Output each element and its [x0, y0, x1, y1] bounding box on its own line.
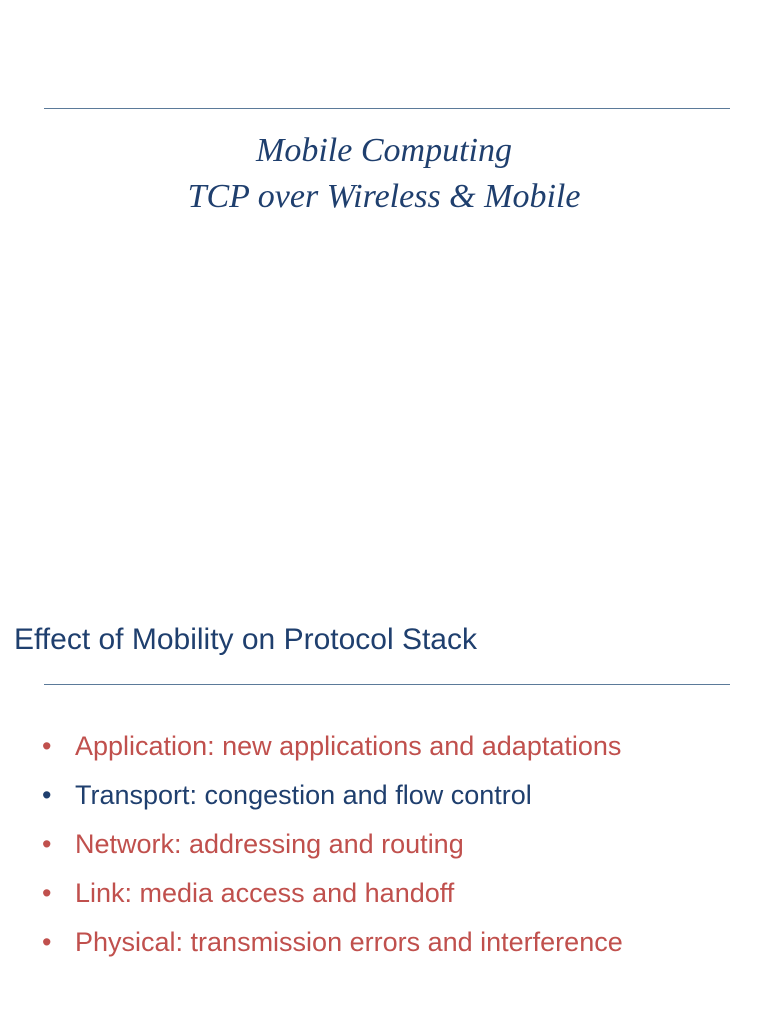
bullet-text: Transport: congestion and flow control: [75, 780, 532, 810]
heading-divider-line: [44, 684, 730, 685]
bullet-icon: •: [42, 780, 52, 810]
bullet-text: Physical: transmission errors and interference: [75, 927, 623, 957]
list-item: [42, 820, 623, 869]
title-line-1: Mobile Computing: [256, 132, 512, 169]
list-item: [42, 771, 623, 820]
title-line-2: TCP over Wireless & Mobile: [187, 178, 581, 215]
list-item: [42, 722, 623, 771]
slide-heading: Effect of Mobility on Protocol Stack: [14, 623, 477, 656]
content-slide: [0, 512, 768, 1024]
bullet-text: Link: media access and handoff: [75, 878, 455, 908]
bullet-icon: •: [42, 731, 52, 761]
list-item: [42, 869, 623, 918]
bullet-text: Network: addressing and routing: [75, 829, 464, 859]
slide-title: [0, 128, 768, 220]
title-divider-line: [44, 108, 730, 109]
bullet-icon: •: [42, 878, 52, 908]
bullet-icon: •: [42, 927, 52, 957]
list-item: [42, 918, 623, 967]
bullet-text: Application: new applications and adaptations: [75, 731, 622, 761]
bullet-list: [42, 722, 623, 967]
bullet-icon: •: [42, 829, 52, 859]
